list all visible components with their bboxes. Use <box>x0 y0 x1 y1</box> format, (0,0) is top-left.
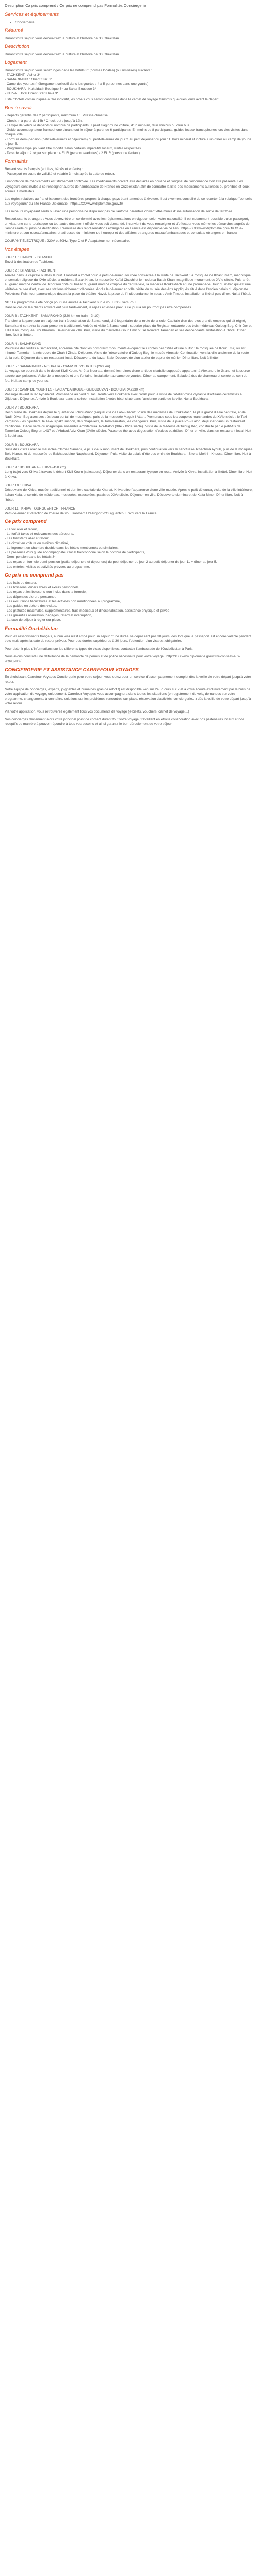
page <box>0 0 258 726</box>
breadcrumb: Description Ca prix comprend / Ce prix ne comprend pas Formalités Conciergerie <box>5 3 146 8</box>
formalite-ouzbek-line: Nous avons constaté une défaillance de la demande de permis et de police nécessaire pour votre voyage : http://XXXwww.diplomatie.gouv.fr/fr/conseils-aux-voyageurs/ <box>5 654 240 663</box>
bon-savoir-title: Bon à savoir <box>5 105 33 111</box>
prix-comprend-block <box>5 527 253 569</box>
conciergerie-title: CONCIERGERIE ET ASSISTANCE CARREFOUR VOYAGES <box>5 666 139 672</box>
formalite-ouzbek-block <box>5 634 253 664</box>
logement-line: - Camp des yourtes (hébergement collectif dans les yourtes : 4 à 5 personnes dans une yourte) <box>5 82 149 87</box>
prix-ne-comprend-line: - Les boissons, dîners libres et extras personnels, <box>5 585 80 589</box>
resume-text: Durant votre séjour, vous découvrirez la culture et l'histoire de l'Ouzbékistan. <box>5 36 120 40</box>
day-text: Dans le cas où les clients arriveraient plus tardivement, le repas et visites prévus ce jour-là ne pourront pas être compensés. <box>5 306 192 310</box>
formalites-block <box>5 167 253 243</box>
day-text: Petit-déjeuner et direction de l'heure de vol. Transfert à l'aéroport d'Ourguentch. Envol vers la France. <box>5 511 158 515</box>
day-title: JOUR 6 : CAMP DE YOURTES - LAC AYDARKOUL - GUIDJDUVAN - BOUKHARA (230 km) <box>5 387 145 392</box>
resume-title: Résumé <box>5 27 23 33</box>
bon-savoir-line: - Taxe de séjour à régler sur place : 4 EUR (personne/adultes) / 2 EUR (personne /enfant). <box>5 151 141 156</box>
description-text: Durant votre séjour, vous découvrirez la culture et l'histoire de l'Ouzbékistan. <box>5 52 120 56</box>
day-title: NB : Le programme a été conçu pour une arrivée à Tachkent sur le vol TK368 vers 7h55. <box>5 301 138 305</box>
services-title: Services et équipements <box>5 11 59 18</box>
bon-savoir-line: - Programme type pouvant être modifié selon certains impératifs locaux, visites respectées. <box>5 147 142 151</box>
prix-ne-comprend-line: - Les frais de dossier, <box>5 581 37 585</box>
logement-note: Liste d'hôtels communiquée à titre indicatif, les hôtels vous seront confirmés dans le carnet de voyage transmis quelques jours avant le départ. <box>5 98 220 102</box>
bon-savoir-line: - Guide accompagnateur francophone durant tout le séjour à partir de 6 participants. En moins de 8 participants, guides locaux francophones lors des visites dans chaque ville. <box>5 128 249 137</box>
formalites-line: Ressortissants étrangers : Vous devrez être en conformité avec les réglementations en vigueur, selon votre nationalité. Il est notamment possible qu'un passeport, un visa, une carte touristique ou tout autre document officiel vous soit demandé. Il convient de vous renseigner et d'effectuer vous-même les démarches auprès de l'ambassade du pays de destination. L'annuaire des représentations étrangères en France est disponible via ce lien : https://XXXwww.diplomatie.gouv.fr/ fr/ le-ministere-et-son-reseau/annuaires-et-adresses-du-ministere-de-l-europe-et-des-affaires-etrangeres-maeae/ambassades-et-consulats-etrangers-en-france/ <box>5 217 250 235</box>
services-list <box>5 20 253 25</box>
formalites-line: L'importation de médicaments est strictement contrôlée. Les médicaments doivent être déclarés en douane et l'original de l'ordonnance doit être présenté. Les voyageurs sont invités à se renseigner auprès de l'ambassade de France en Ouzbékistan afin de connaître la liste des médicaments autorisés ou prohibés et ceux soumis à modalités. <box>5 180 250 193</box>
day-title: JOUR 7 : BOUKHARA <box>5 405 39 410</box>
day-title: JOUR 11 : KHIVA - OURGUENTCH - FRANCE <box>5 506 76 511</box>
prix-comprend-line: - Demi-pension dans les hôtels 3* , <box>5 555 58 560</box>
prix-comprend-line: - La présence d'un guide accompagnateur local francophone selon le nombre de participants, <box>5 551 146 555</box>
day-text: Poursuite des visites à Samarkand, ancienne cité dont les nombreux monuments évoquent les contes des "Mille et une nuits" : la mosquée de Kour Emir, où est inhumé Tamerlan, la nécropole de Chah-i-Zinda. Déjeuner. Visite de l'observatoire d'Ouloug Beg, le musée Afrosiab. Continuation vers la ville ancienne de la route de la soie. Déjeuner dans un restaurant local. Découverte du bazar Siab. Découverte d'un atelier de papier de mûrier. Dîner libre. Nuit à l'hôtel. <box>5 347 249 360</box>
prix-comprend-line: - Les transferts aller et retour, <box>5 537 50 540</box>
logement-block <box>5 68 253 103</box>
conciergerie-line: En choisissant Carrefour Voyages Conciergerie pour votre séjour, vous optez pour un service d'accompagnement complet dès la veille de votre départ jusqu'à votre retour. <box>5 675 251 684</box>
logement-title: Logement <box>5 59 27 65</box>
formalites-line: COURANT ÉLECTRIQUE : 220V et 50Hz. Type C et F. Adaptateur non nécessaire. <box>5 239 130 243</box>
formalite-ouzbek-line: Pour obtenir plus d'informations sur les différents types de visas disponibles, contactez l'ambassade de l'Ouzbékistan à Paris. <box>5 647 194 651</box>
prix-ne-comprend-line: - Les gratuités maximales, supplémentaires, frais médicaux et d'hospitalisation, assistance physique et privée, <box>5 609 171 613</box>
formalites-line: Les mineurs voyageant seuls ou avec une personne ne disposant pas de l'autorité parentale doivent être munis d'une autorisation de sortie de territoire. <box>5 209 233 213</box>
prix-comprend-line: - Le circuit en voiture ou minibus climatisé, <box>5 541 69 546</box>
day-text: Envol à destination de Tachkent. <box>5 260 54 264</box>
conciergerie-line: Notre équipe de concierges, experts, joignables et humaines (pas de robot !) est disponible 24h sur 24, 7 jours sur 7 et à votre écoute exclusivement par le biais de votre application de voyage, uniquement. Carrefour Voyages vous accompagnera dans toutes les situations (enregistrement de vols, demandes sur votre programme, changements à connaître, solutions sur les problèmes rencontrés sur place, réservation d'activités, conciergerie…) dès la veille de votre départ jusqu'à votre retour. <box>5 688 251 706</box>
formalites-line: - Passeport en cours de validité et valable 3 mois après la date de retour. <box>5 172 115 176</box>
day-title: JOUR 9 : BOUKHARA - KHIVA (450 km) <box>5 465 66 469</box>
logement-line: - BOUKHARA : Kukeldash Boutique 3* ou Sahar Boutique 3* <box>5 87 96 91</box>
prix-ne-comprend-line: - Les guides en dehors des visites, <box>5 604 57 608</box>
day-title: JOUR 4 : SAMARKAND <box>5 342 41 346</box>
day-title: JOUR 5 : SAMARKAND - NOURATA - CAMP DE YOURTES (260 km) <box>5 365 110 369</box>
day-text: Passage devant le lac Aydarkoul. Promenade au bord du lac. Route vers Boukhara avec l'arrêt pour la visite de l'atelier d'une dynastie d'artisans céramistes à Gijduvan. Déjeuner. Arrivée à Boukhara dans la soirée. Installation à votre hôtel situé dans l'ancienne partie de la ville. Nuit à Boukhara. <box>5 392 242 401</box>
formalites-line: Ressortissants français (adultes, bébés et enfants) : <box>5 167 83 172</box>
logement-line: - KHIVA : Hotel Orient Star Khiva 3* <box>5 92 58 96</box>
logement-line: Durant votre séjour, vous serez logés dans les hôtels 3* (normes locales) (ou similaires) suivants : <box>5 68 152 72</box>
day-text: Découverte de Khiva, musée traditionnel et dernière capitale du Khanat. Khiva offre l'apparence d'une ville-musée. Après le petit-déjeuner, visite de la ville intérieure, Itchan Kala, ensemble de médersas, mosquées, mausolées, palais du XIVe siècle. Déjeuner en ville. Découverte du minaret de Kalta Minor. Dîner libre. Nuit à l'hôtel. <box>5 488 253 502</box>
conciergerie-line: Nos concierges deviennent alors votre principal point de contact durant tout votre voyage, travaillant en étroite collaboration avec nos partenaires locaux et nos réceptifs de manière à pouvoir répondre à tous vos besoins et ainsi garantir le bon déroulement de votre séjour. <box>5 717 245 726</box>
day-text: Découverte de Boukhara depuis le quartier de Tchor-Minor (auquel cité de Lab-i-Haouz. Visite des médersas de Koukeldach, le plus grand d'Asie centrale, et de Nadir Divan Beg avec ses très beau portail de mosaïques, puis de la mosquée Magok-i Attari. Promenade sous les coupoles marchandes du XVIe siècle : le Taki-Zargaron - les bijoutiers, le Taki-Tilpakfurushon, des chapeliers, le Tolsi-sarrafon, les changeurs. Puis, visite de la place Po-i-Kalon, déjeuner dans un restaurant traditionnel. Découverte du magnifique ensemble architectural Poi-Kalon (XIIe - XVIe siècle). Visite de la Médersa d'Ouloug Beg, construite par le petit-fils de Tamerlan Ouloug Beg en 1417 et d'Abdoul Aziz Khan (XVIIe siècle). Pause du thé avec dégustation d'épices ouzbèkes. Dîner en ville, dans un restaurant local. Nuit à Boukhara. <box>5 411 251 438</box>
conciergerie-line: Via votre application, vous retrouverez également tous vos documents de voyage (e-billets, vouchers, carnet de voyage…) <box>5 709 189 714</box>
prix-comprend-line: - Les repas en formule demi-pension (petits-déjeuners et déjeuners) du petit-déjeuner du jour 2 au petit-déjeuner du jour 11 + dîner au jour 5, <box>5 560 217 564</box>
logement-line: - TACHKENT : Ashor 3* <box>5 73 41 77</box>
prix-comprend-title: Ce prix comprend <box>5 518 47 524</box>
day-text: Transfert à la gare pour un trajet en train à destination de Samarkand, cité légendaire de la route de la soie. Capitale d'un des plus grands empires qui ait régné, Samarkand se ravira la beau personne traditionnel. Arrivée et visite à Samarkand : superbe place du Registan entourée des trois médersas Ouloug Beg, Chir Dor et Tillia Kari, mosquée Bibi Khanum. Déjeuner en ville. Puis, visite du mausolée Gour Emir où se trouvent Tamerlan et ses descendants. Installation à l'hôtel. Dîner libre. Nuit à l'hôtel. <box>5 319 252 337</box>
day-title: JOUR 3 : TACHKENT - SAMARKAND (320 km en train - 2h10) <box>5 314 100 318</box>
prix-comprend-line: - Le forfait taxes et redevances des aéroports, <box>5 532 74 536</box>
formalites-line: Les règles relatives au franchissement des frontières propres à chaque pays étant amenées à évoluer, il est vivement conseillé de se reporter à la rubrique "conseils aux voyageurs" du site France Diplomatie : https://XXXwww.diplomatie.gouv.fr/ <box>5 197 252 206</box>
prix-ne-comprend-line: - Les garanties annulation, bagages, retard et interruption, <box>5 614 92 618</box>
day-title: JOUR 8 : BOUKHARA <box>5 443 39 447</box>
description-title: Description <box>5 43 29 49</box>
logement-line: - SAMARKAND : Orient Star 3* <box>5 77 52 81</box>
prix-ne-comprend-line: - Les excursions facultatives et les activités non mentionnées au programme, <box>5 600 121 604</box>
prix-ne-comprend-title: Ce prix ne comprend pas <box>5 572 64 578</box>
bon-savoir-block <box>5 113 253 156</box>
formalite-ouzbek-title: Formalité Ouzbékistan <box>5 625 58 632</box>
prix-ne-comprend-line: - La taxe de séjour à régler sur place. <box>5 618 61 622</box>
formalite-ouzbek-line: Pour les ressortissants français, aucun visa n'est exigé pour un séjour d'une durée ne dépassant pas 30 jours, dès lors que le passeport est encore valable pendant trois mois après la date de retour prévue. Pour des durées supérieures à 30 jours, l'obtention d'un visa est obligatoire. <box>5 634 251 643</box>
bon-savoir-line: - Départs garantis dès 2 participants, maximum 16. Vitesse climatise <box>5 114 108 118</box>
bon-savoir-line: - Check-in à partir de 14h / Check-out : jusqu'à 12h. <box>5 118 83 123</box>
etapes-title: Vos étapes <box>5 246 29 252</box>
day-text: Arrivée dans la capitale ouzbek la nuit. Transfert à l'hôtel pour le petit-déjeuner. Journée consacrée à la visite de Tachkent : la mosquée de Khast Imam, magnifique ensemble religieux du XVIe siècle, la médersa Barak Khan, le mausolée Kaffal Chachi et le medersa Barak Khan, magnifique monument du XVIe siècle. Puis arrêt au grand marché central de Tchorsou doté du bazar du grand marché coupole du centre-ville, la medersa Koukeldach et une promenade. Tour du métro qui est une véritable œuvre d'art, avec ses stations richement décorées. Après le déjeuner en ville, visite du musée des Arts Appliqués situé dans l'ancien palais du diplomate Polovtsev. Puis, tour panoramique devant la place du théâtre Navoï, la place de l'Indépendance, le square Amir Timour. Installation à l'hôtel puis dîner. Nuit à l'hôtel. <box>5 273 251 296</box>
formalites-title: Formalités <box>5 159 28 165</box>
prix-ne-comprend-line: - Les repas et les boissons non inclus dans la formule, <box>5 590 87 594</box>
conciergerie-block <box>5 675 253 726</box>
day-text: Long trajet vers Khiva à travers le désert Kizil Koum (saksaouls). Déjeuner dans un restaurant typique en route. Arrivée à Khiva, installation à l'hôtel. Dîner libre. Nuit à Khiva. <box>5 470 252 479</box>
bon-savoir-line: - Formule demi-pension (petits-déjeuners et déjeuners) du petit-déjeuner du jour 2 au petit déjeuner du jour 11, hors mineral et inclure + un dîner au camp de yourte le jour 5. <box>5 137 252 146</box>
day-text: Le voyage se poursuit dans le désert Kizil Koum. Arrêt à Nourata, dominé les ruines d'une antique citadelle supposée appartenir à Alexandre le Grand, et la source sacrée aux poissons. Visite de la mosquée et une fontaine. Installation au camp de yourtes. Dîner au campement. Balade à dos de chameau et soirée au coin du feu. Nuit au camp de yourtes. <box>5 369 250 383</box>
prix-ne-comprend-line: - Les dépenses d'ordre personnel, <box>5 595 56 599</box>
prix-comprend-line: - Le logement en chambre double dans les hôtels mentionnés ou similaires, <box>5 546 119 550</box>
day-title: JOUR 10 : KHIVA <box>5 484 31 488</box>
day-text: Suite des visites avec le mausolée d'Ismail Samani, le plus vieux monument de Boukhara, puis continuation vers le sanctuaire Tchachma Ayoub, puis de la mosquée Bolo Haouz, et du mausolée de Bakhaouddine Naqchband. Déjeuner. Puis, visite du palais d'été des émirs de Boukhara - Sitorai Mokhi - Khossa. Dîner libre. Nuit à Boukhara. <box>5 447 253 461</box>
service-item: • Conciergerie <box>15 20 253 25</box>
day-title: JOUR 1 : FRANCE - ISTANBUL <box>5 255 53 259</box>
prix-comprend-line: - Les entrées, visites et activités prévues au programme. <box>5 565 90 569</box>
bon-savoir-line: - Le type de véhicule dépend du nombre de participants. Il peut s'agir d'une voiture, d'un minivan, d'un minibus ou d'un bus. <box>5 123 190 127</box>
etapes-block <box>5 255 253 516</box>
prix-ne-comprend-block <box>5 581 253 623</box>
day-title: JOUR 2 : ISTANBUL - TACHKENT <box>5 268 57 273</box>
prix-comprend-line: - Le vol aller et retour, <box>5 527 38 531</box>
